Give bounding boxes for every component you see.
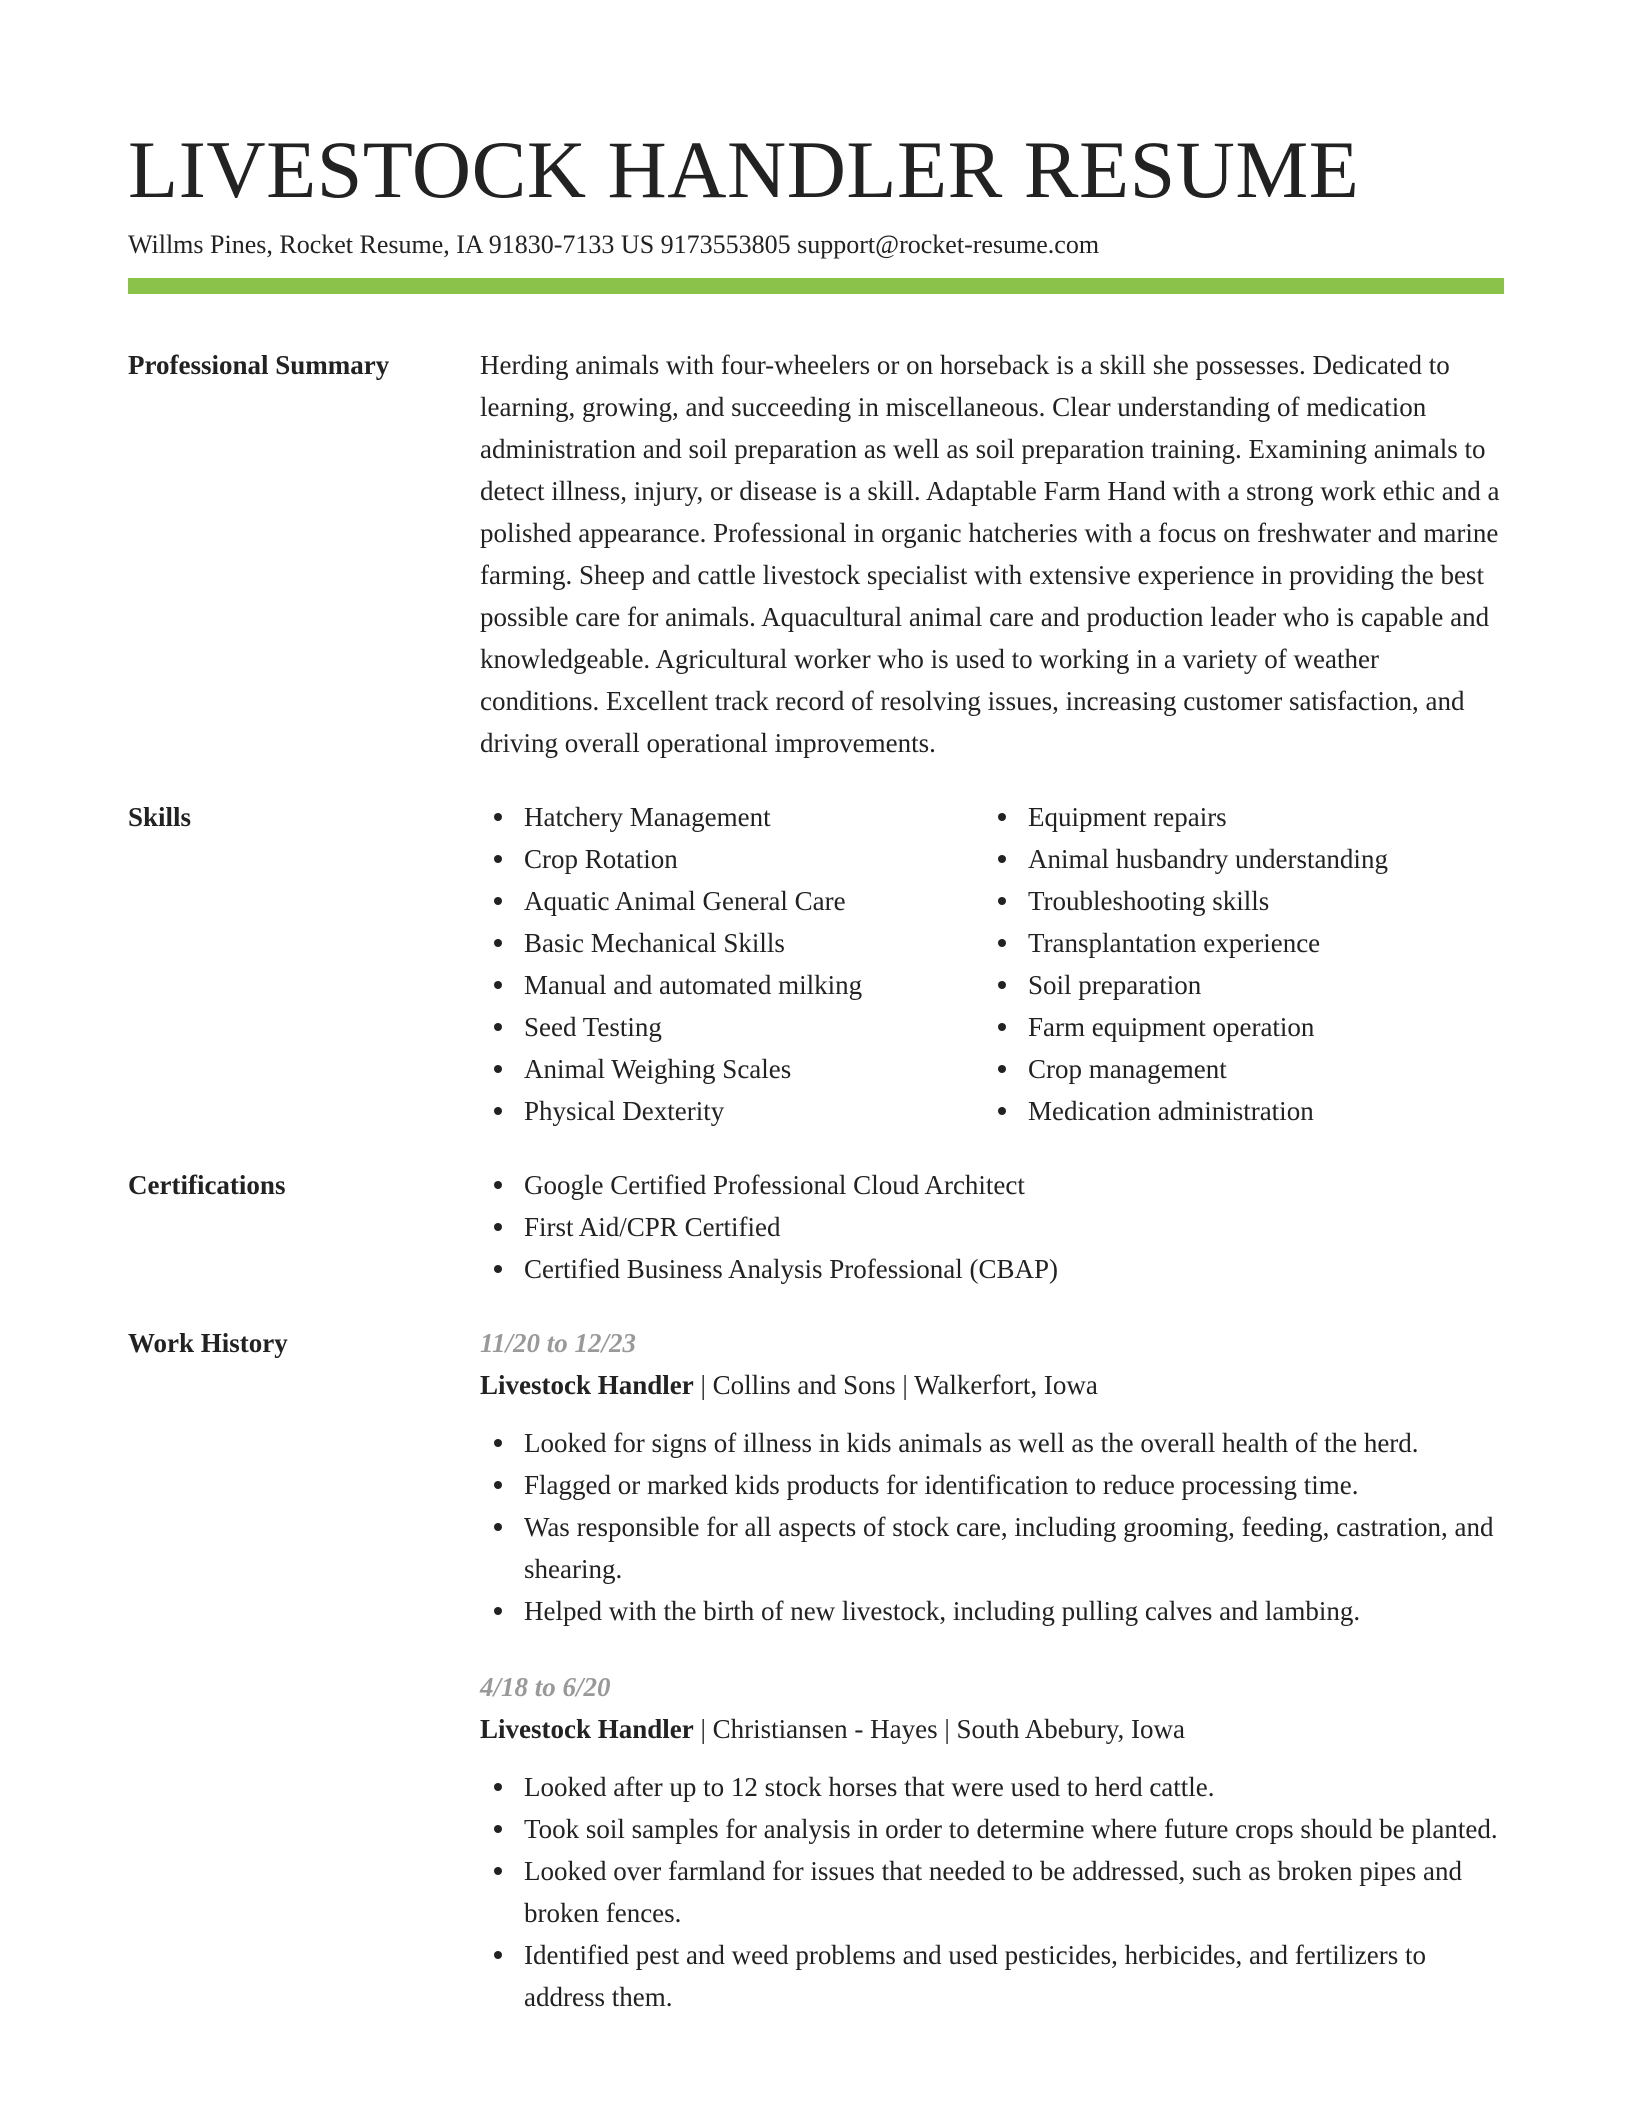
job-heading [480,1364,1504,1406]
skill-item: Physical Dexterity [480,1090,984,1132]
job-title: Livestock Handler [480,1714,694,1744]
skill-item: Aquatic Animal General Care [480,880,984,922]
skill-item: Animal husbandry understanding [984,838,1488,880]
skill-item: Soil preparation [984,964,1488,1006]
skill-item: Animal Weighing Scales [480,1048,984,1090]
job-entry [480,1322,1504,1632]
section-label-work-history: Work History [128,1328,288,1358]
skill-item: Medication administration [984,1090,1488,1132]
resume-title: LIVESTOCK HANDLER RESUME [128,124,1360,215]
skill-item: Basic Mechanical Skills [480,922,984,964]
job-duty-item: Looked after up to 12 stock horses that were used to herd cattle. [480,1766,1504,1808]
job-duty-item: Looked over farmland for issues that needed to be addressed, such as broken pipes and broken fences. [480,1850,1504,1934]
section-label-summary: Professional Summary [128,350,390,380]
certification-item: Google Certified Professional Cloud Architect [480,1164,1504,1206]
job-duty-item: Took soil samples for analysis in order to determine where future crops should be planted. [480,1808,1504,1850]
skill-item: Transplantation experience [984,922,1488,964]
certification-item: Certified Business Analysis Professional (CBAP) [480,1248,1504,1290]
job-duties-list [480,1422,1504,1632]
job-duty-item: Identified pest and weed problems and used pesticides, herbicides, and fertilizers to address them. [480,1934,1504,2018]
resume-page [128,0,1504,2018]
header-divider [128,278,1504,294]
section-label-certifications: Certifications [128,1170,286,1200]
job-entry [480,1666,1504,2018]
skill-item: Manual and automated milking [480,964,984,1006]
skill-item: Crop management [984,1048,1488,1090]
skill-item: Equipment repairs [984,796,1488,838]
summary-text: Herding animals with four-wheelers or on horseback is a skill she possesses. Dedicated to learning, growing, and succeeding in miscellaneous. Clear understanding of medication administration and soil preparation as well as soil preparation training. Examining animals to detect illness, injury, or disease is a skill. Adaptable Farm Hand with a strong work ethic and a polished appearance. Professional in organic hatcheries with a focus on freshwater and marine farming. Sheep and cattle livestock specialist with extensive experience in providing the best possible care for animals. Aquacultural animal care and production leader who is capable and knowledgeable. Agricultural worker who is used to working in a variety of weather conditions. Excellent track record of resolving issues, increasing customer satisfaction, and driving overall operational improvements. [480,350,1500,758]
work-history-section [128,1322,1504,2018]
certification-item: First Aid/CPR Certified [480,1206,1504,1248]
job-details: | Christiansen - Hayes | South Abebury, Iowa [693,1714,1185,1744]
certifications-section [128,1164,1504,1290]
skills-list-left [480,796,984,1132]
job-duty-item: Flagged or marked kids products for identification to reduce processing time. [480,1464,1504,1506]
job-title: Livestock Handler [480,1370,694,1400]
skills-list-right [984,796,1488,1132]
job-duty-item: Helped with the birth of new livestock, including pulling calves and lambing. [480,1590,1504,1632]
job-duty-item: Was responsible for all aspects of stock care, including grooming, feeding, castration, and shearing. [480,1506,1504,1590]
job-details: | Collins and Sons | Walkerfort, Iowa [693,1370,1098,1400]
skill-item: Seed Testing [480,1006,984,1048]
certifications-list [480,1164,1504,1290]
job-dates: 11/20 to 12/23 [480,1328,637,1358]
skill-item: Troubleshooting skills [984,880,1488,922]
job-heading [480,1708,1504,1750]
skill-item: Crop Rotation [480,838,984,880]
professional-summary-section [128,344,1504,764]
job-dates: 4/18 to 6/20 [480,1672,611,1702]
job-duties-list [480,1766,1504,2018]
skills-section [128,796,1504,1132]
section-label-skills: Skills [128,802,192,832]
skill-item: Farm equipment operation [984,1006,1488,1048]
skill-item: Hatchery Management [480,796,984,838]
contact-line: Willms Pines, Rocket Resume, IA 91830-7133 US 9173553805 support@rocket-resume.com [128,230,1100,259]
job-duty-item: Looked for signs of illness in kids animals as well as the overall health of the herd. [480,1422,1504,1464]
